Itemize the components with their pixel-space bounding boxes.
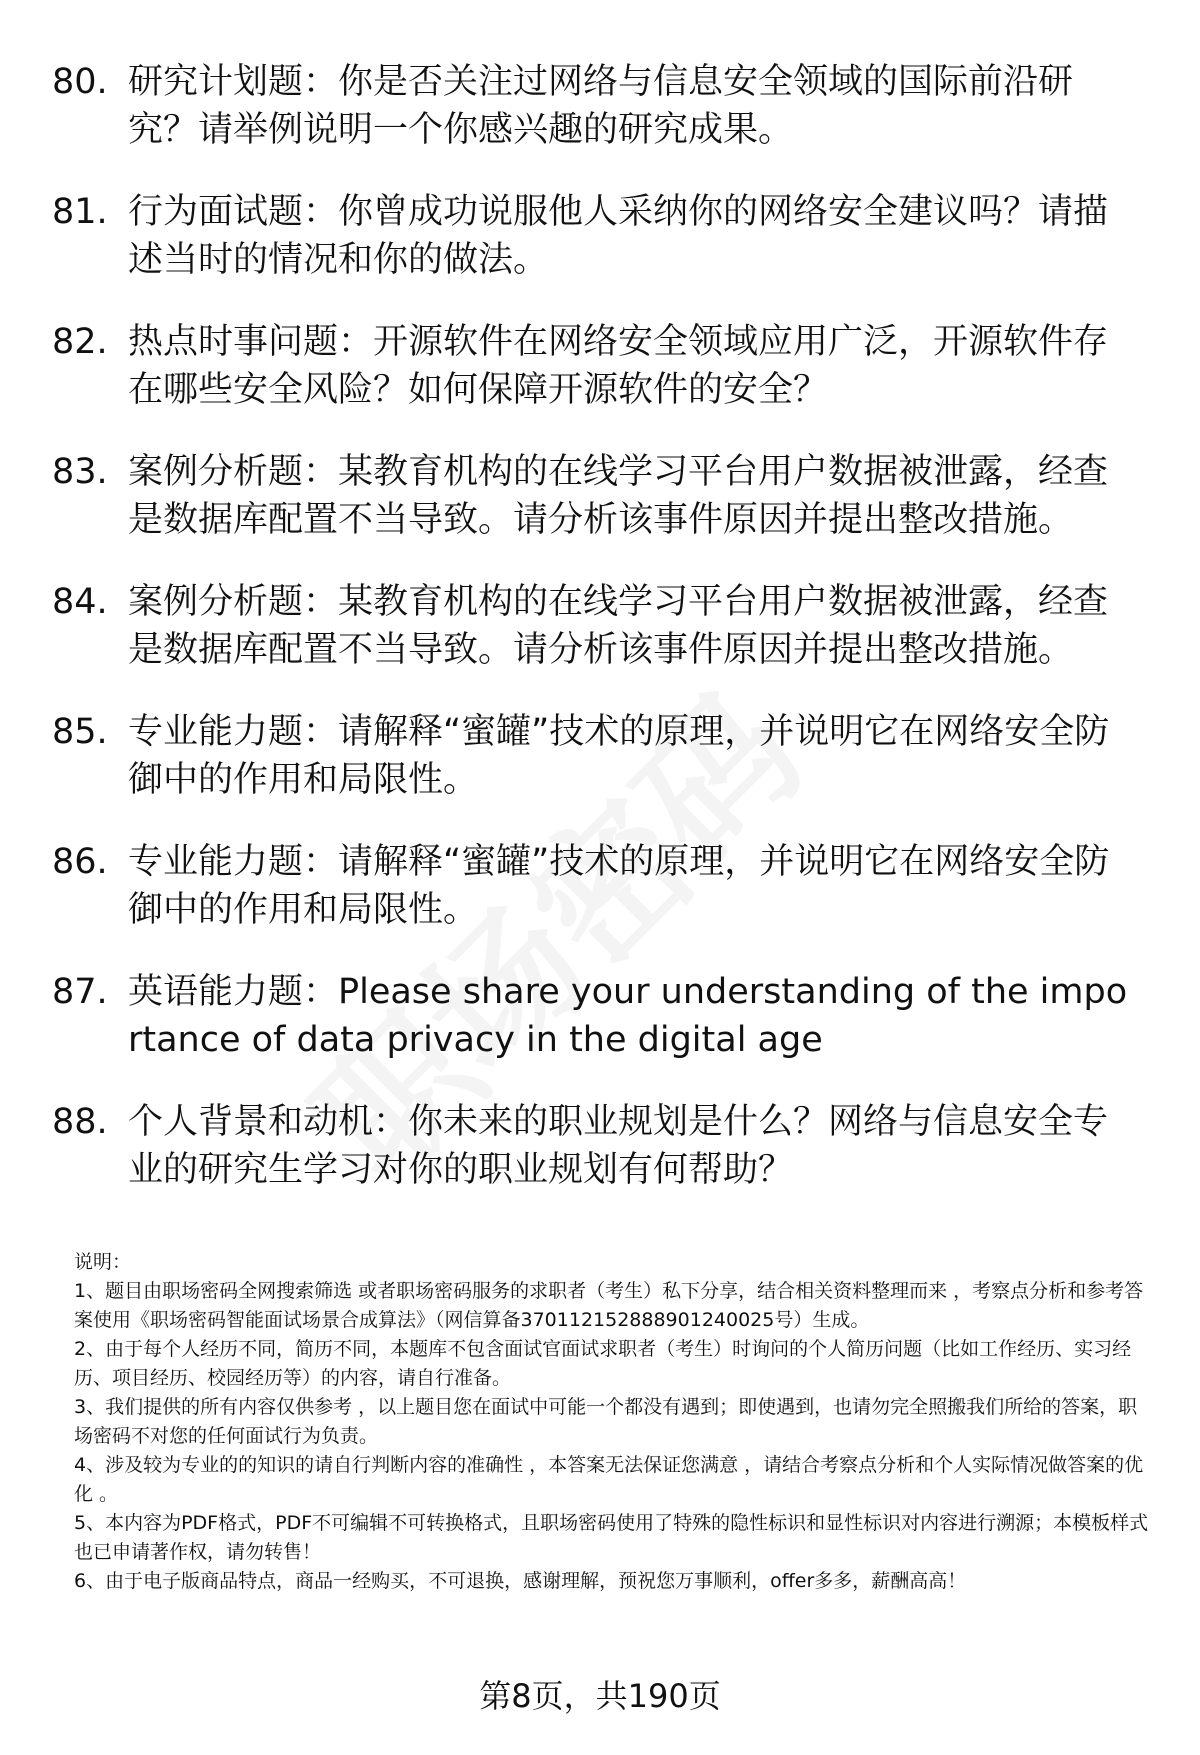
question-text: 专业能力题：请解释“蜜罐”技术的原理，并说明它在网络安全防御中的作用和局限性。 [128, 842, 1110, 930]
question-number: 82. [52, 322, 108, 362]
question-number: 86. [52, 842, 108, 882]
question-item [52, 838, 1152, 934]
question-number: 81. [52, 192, 108, 232]
page-number: 第8页，共190页 [479, 1677, 721, 1715]
question-text: 案例分析题：某教育机构的在线学习平台用户数据被泄露，经查是数据库配置不当导致。请分析该事件原因并提出整改措施。 [128, 452, 1109, 540]
question-item [52, 708, 1152, 804]
question-text: 研究计划题：你是否关注过网络与信息安全领域的国际前沿研究？请举例说明一个你感兴趣的研究成果。 [128, 62, 1074, 150]
question-text: 行为面试题：你曾成功说服他人采纳你的网络安全建议吗？请描述当时的情况和你的做法。 [128, 192, 1109, 280]
question-number: 84. [52, 582, 108, 622]
note-item: 6、由于电子版商品特点，商品一经购买，不可退换，感谢理解，预祝您万事顺利，offer多多，薪酬高高！ [74, 1570, 967, 1592]
question-item [52, 318, 1152, 414]
question-item [52, 188, 1152, 284]
question-item [52, 58, 1152, 154]
question-item [52, 578, 1152, 674]
question-text: 案例分析题：某教育机构的在线学习平台用户数据被泄露，经查是数据库配置不当导致。请分析该事件原因并提出整改措施。 [128, 582, 1109, 670]
question-text: 个人背景和动机：你未来的职业规划是什么？网络与信息安全专业的研究生学习对你的职业规划有何帮助？ [128, 1102, 1109, 1190]
question-number: 85. [52, 712, 108, 752]
question-item [52, 448, 1152, 544]
question-list [52, 58, 1152, 1228]
question-item [52, 968, 1152, 1064]
question-number: 88. [52, 1102, 108, 1142]
question-number: 87. [52, 972, 108, 1012]
question-number: 80. [52, 62, 108, 102]
question-text: 热点时事问题：开源软件在网络安全领域应用广泛，开源软件存在哪些安全风险？如何保障开源软件的安全？ [128, 322, 1109, 410]
question-text: 专业能力题：请解释“蜜罐”技术的原理，并说明它在网络安全防御中的作用和局限性。 [128, 712, 1110, 800]
notes-title: 说明： [74, 1251, 132, 1273]
note-item: 1、题目由职场密码全网搜索筛选 或者职场密码服务的求职者（考生）私下分享，结合相关资料整理而来 ，考察点分析和参考答案使用《职场密码智能面试场景合成算法》（网信算备370112152888901240025号）生成。 [74, 1280, 1144, 1331]
question-text: 英语能力题：Please share your understanding of the importance of data privacy in the digital age [128, 972, 1128, 1060]
note-item: 5、本内容为PDF格式，PDF不可编辑不可转换格式，且职场密码使用了特殊的隐性标识和显性标识对内容进行溯源；本模板样式也已申请著作权，请勿转售！ [74, 1512, 1149, 1563]
note-item: 3、我们提供的所有内容仅供参考 ，以上题目您在面试中可能一个都没有遇到；即使遇到，也请勿完全照搬我们所给的答案，职场密码不对您的任何面试行为负责。 [74, 1396, 1138, 1447]
question-item [52, 1098, 1152, 1194]
note-item: 2、由于每个人经历不同，简历不同，本题库不包含面试官面试求职者（考生）时询问的个人简历问题（比如工作经历、实习经历、项目经历、校园经历等）的内容，请自行准备。 [74, 1338, 1132, 1389]
note-item: 4、涉及较为专业的的知识的请自行判断内容的准确性 ，本答案无法保证您满意 ，请结合考察点分析和个人实际情况做答案的优化 。 [74, 1454, 1144, 1505]
notes-section [74, 1248, 1154, 1596]
question-number: 83. [52, 452, 108, 492]
